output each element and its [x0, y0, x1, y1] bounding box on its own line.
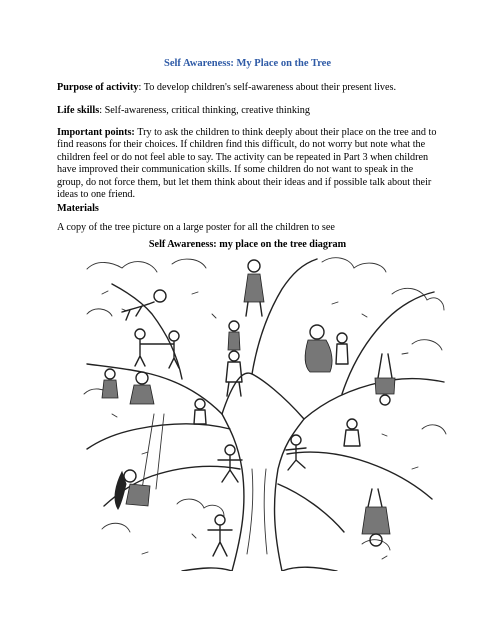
page-title: Self Awareness: My Place on the Tree: [164, 58, 331, 69]
branch-right-middle: [287, 452, 432, 499]
branch-left-middle: [87, 424, 230, 449]
purpose-label: Purpose of activity: [57, 82, 139, 93]
branch-right-lower: [278, 484, 344, 532]
tree-trunk-left: [222, 414, 244, 571]
branch-right-upper: [304, 379, 444, 419]
materials-text: A copy of the tree picture on a large poster for all the children to see: [57, 222, 335, 233]
purpose-text: : To develop children's self-awareness about their present lives.: [138, 82, 397, 93]
tree-roots: [182, 567, 337, 571]
tree-drawing: [82, 254, 447, 571]
figure-upside-down-right: [375, 354, 395, 405]
foliage-bottom: [102, 499, 390, 550]
figure-mother-child-left: [102, 369, 154, 404]
life-skills-paragraph: [57, 105, 441, 117]
figure-sitting-group-right: [305, 325, 348, 372]
life-skills-text: : Self-awareness, critical thinking, creative thinking: [99, 105, 310, 116]
figure-bottom-center: [208, 515, 232, 556]
materials-heading: Materials: [57, 203, 99, 214]
figure-sitting-branch-right: [344, 419, 360, 446]
important-points-paragraph: [57, 127, 441, 201]
tree-illustration: [82, 254, 447, 571]
branch-fork: [222, 373, 304, 419]
figure-sitting-small: [194, 399, 206, 424]
figure-standing-top-center: [244, 260, 264, 316]
life-skills-label: Life skills: [57, 105, 100, 116]
purpose-paragraph: [57, 82, 441, 94]
figure-hanging-right: [362, 489, 390, 546]
important-points-label: Important points:: [57, 127, 135, 138]
trunk-bark-lines: [247, 469, 267, 554]
figure-caption: Self Awareness: my place on the tree diagram: [148, 239, 347, 250]
important-points-text: Try to ask the children to think deeply about their place on the tree and to find reasons for their choices. If children find this difficult, do not worry but note what the children feel or do not feel able to say. The activity can be repeated in Part 3 when children have improved their communication skills. If some children do not want to speak in the group, do not force them, but let them think about their ideas and if possible talk about their ideas to one friend.: [57, 127, 437, 201]
